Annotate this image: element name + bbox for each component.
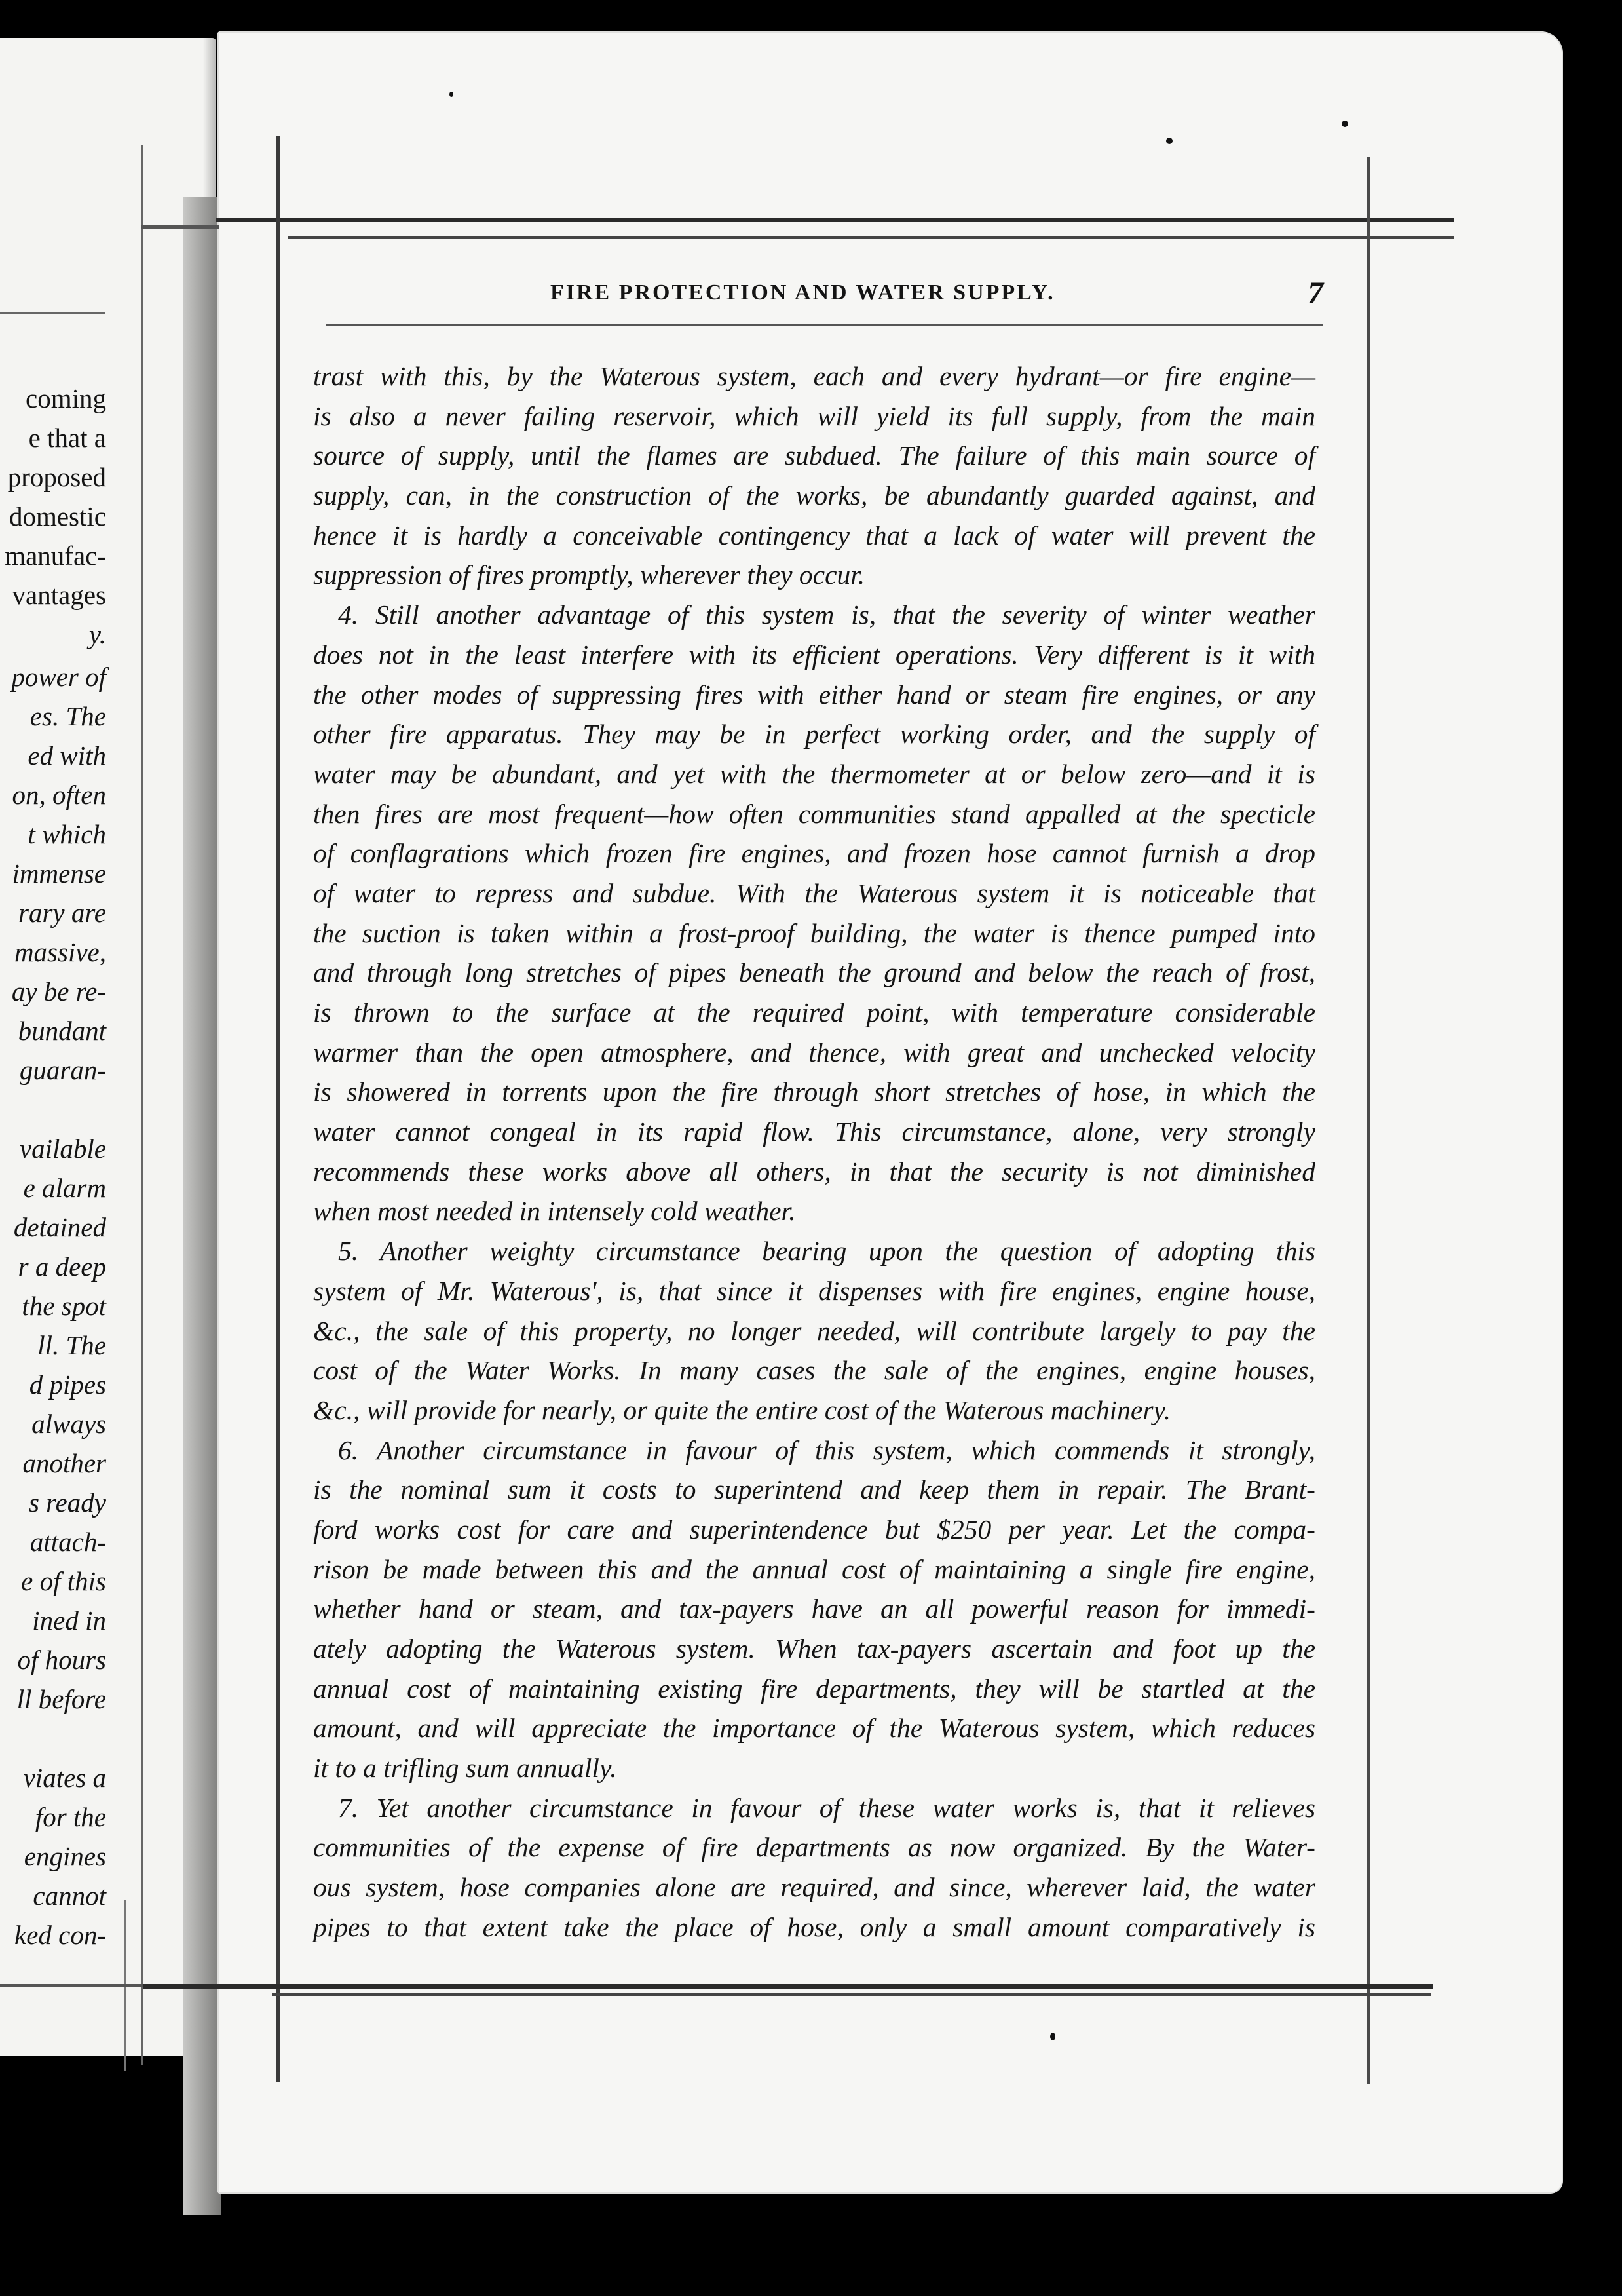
body-text: [313, 356, 1315, 1947]
left-fragment: for the: [35, 1802, 106, 1832]
header-rule: [326, 324, 1323, 326]
text-line: water may be abundant, and yet with the thermometer at or below zero—and it is: [313, 758, 1315, 789]
text-line: is also a never failing reservoir, which will yield its full supply, from the main: [313, 400, 1315, 431]
left-fragment: guaran-: [19, 1055, 106, 1085]
left-fragment: engines: [24, 1841, 106, 1871]
text-line: ford works cost for care and superintendence but $250 per year. Let the compa-: [313, 1514, 1315, 1544]
left-fragment: another: [22, 1448, 106, 1478]
left-fragment: cannot: [33, 1881, 106, 1911]
left-fragment: power of: [11, 662, 106, 692]
text-line: other fire apparatus. They may be in perfect working order, and the supply of: [313, 719, 1315, 750]
ink-speck: [1166, 138, 1173, 144]
bottom-border-rule-thin: [272, 1993, 1431, 1996]
left-fragment: rary are: [18, 898, 106, 928]
left-fragment: always: [31, 1409, 106, 1439]
left-fragment: r a deep: [18, 1252, 106, 1282]
ink-speck: [1342, 121, 1348, 127]
left-fragment: ked con-: [14, 1920, 106, 1950]
text-line: recommends these works above all others, in that the security is not diminished: [313, 1156, 1315, 1187]
paragraph-5-start: 5. Another weighty circumstance bearing upon the question of adopting this: [338, 1236, 1315, 1267]
text-line: &c., will provide for nearly, or quite the entire cost of the Waterous machinery.: [313, 1394, 1171, 1425]
text-line: cost of the Water Works. In many cases the sale of the engines, engine houses,: [313, 1355, 1315, 1386]
left-fragment: immense: [12, 858, 106, 889]
left-fragment: detained: [13, 1212, 106, 1242]
left-fragment: of hours: [17, 1645, 106, 1675]
page-number: 7: [1308, 276, 1323, 311]
text-line: ately adopting the Waterous system. When tax-payers ascertain and foot up the: [313, 1634, 1315, 1664]
left-fragment: e that a: [28, 423, 106, 453]
right-border-rule: [1367, 157, 1370, 2084]
left-fragment: ll before: [16, 1684, 106, 1714]
left-fragment: bundant: [18, 1016, 106, 1046]
left-fragment: domestic: [9, 501, 106, 531]
text-line: it to a trifling sum annually.: [313, 1753, 617, 1784]
left-page-header-rule: [0, 312, 105, 314]
left-fragment: massive,: [14, 937, 106, 967]
left-fragment: s ready: [28, 1487, 106, 1518]
left-page-border-right: [141, 145, 143, 2065]
text-line: is the nominal sum it costs to superintend and keep them in repair. The Brant-: [313, 1474, 1315, 1505]
text-line: annual cost of maintaining existing fire departments, they will be startled at the: [313, 1673, 1315, 1704]
text-line: trast with this, by the Waterous system, each and every hydrant—or fire engine—: [313, 361, 1315, 391]
text-line: of water to repress and subdue. With the Waterous system it is noticeable that: [313, 877, 1315, 908]
left-fragment: t which: [28, 819, 106, 849]
left-fragment: ined in: [32, 1605, 106, 1636]
paragraph-6-start: 6. Another circumstance in favour of this system, which commends it strongly,: [338, 1434, 1315, 1465]
text-line: system of Mr. Waterous', is, that since it dispenses with fire engines, engine house,: [313, 1275, 1315, 1306]
text-line: then fires are most frequent—how often communities stand appalled at the specticle: [313, 798, 1315, 829]
left-fragment: vantages: [12, 580, 106, 610]
text-line: warmer than the open atmosphere, and thence, with great and unchecked velocity: [313, 1037, 1315, 1067]
book-gutter: [183, 197, 221, 2215]
text-line: when most needed in intensely cold weather.: [313, 1196, 796, 1227]
paragraph-4-start: 4. Still another advantage of this system is, that the severity of winter weather: [338, 600, 1315, 630]
text-line: does not in the least interfere with its efficient operations. Very different is it with: [313, 639, 1315, 670]
left-fragment: y.: [88, 619, 106, 649]
left-page-top-rule: [141, 225, 219, 229]
left-fragment: manufac-: [5, 541, 106, 571]
text-line: &c., the sale of this property, no longer needed, will contribute largely to pay the: [313, 1315, 1315, 1346]
left-fragment: e of this: [21, 1566, 106, 1596]
paragraph-7-start: 7. Yet another circumstance in favour of these water works is, that it relieves: [338, 1792, 1315, 1823]
left-fragment: attach-: [29, 1527, 106, 1557]
text-line: is thrown to the surface at the required point, with temperature considerable: [313, 997, 1315, 1027]
text-line: pipes to that extent take the place of hose, only a small amount comparatively is: [313, 1911, 1315, 1942]
top-border-rule: [216, 218, 1454, 222]
text-line: ous system, hose companies alone are required, and since, wherever laid, the water: [313, 1872, 1315, 1903]
text-line: rison be made between this and the annual cost of maintaining a single fire engine,: [313, 1554, 1315, 1584]
left-fragment: viates a: [23, 1763, 106, 1793]
left-fragment: ay be re-: [11, 976, 106, 1006]
left-fragment: e alarm: [23, 1173, 106, 1203]
left-fragment: ll. The: [37, 1330, 106, 1360]
text-line: amount, and will appreciate the importance of the Waterous system, which reduces: [313, 1713, 1315, 1744]
top-border-rule-thin: [288, 236, 1454, 239]
left-fragment: coming: [26, 383, 106, 413]
text-line: water cannot congeal in its rapid flow. This circumstance, alone, very strongly: [313, 1117, 1315, 1147]
text-line: of conflagrations which frozen fire engines, and frozen hose cannot furnish a drop: [313, 838, 1315, 869]
text-line: the suction is taken within a frost-proof building, the water is thence pumped into: [313, 917, 1315, 948]
text-line: is showered in torrents upon the fire through short stretches of hose, in which the: [313, 1077, 1315, 1107]
left-fragment: d pipes: [29, 1369, 106, 1400]
text-line: hence it is hardly a conceivable contingency that a lack of water will prevent the: [313, 520, 1315, 550]
ink-speck: [1050, 2033, 1055, 2040]
text-line: supply, can, in the construction of the works, be abundantly guarded against, and: [313, 480, 1315, 511]
left-fragment: proposed: [7, 462, 106, 492]
text-line: the other modes of suppressing fires with either hand or steam fire engines, or any: [313, 679, 1315, 710]
text-line: and through long stretches of pipes beneath the ground and below the reach of frost,: [313, 957, 1315, 988]
left-fragment: the spot: [22, 1291, 106, 1321]
left-fragment: vailable: [19, 1134, 106, 1164]
running-head: FIRE PROTECTION AND WATER SUPPLY.: [550, 280, 1055, 305]
left-fragment: ed with: [28, 740, 106, 771]
text-line: suppression of fires promptly, wherever they occur.: [313, 560, 865, 590]
left-fragment: es. The: [29, 701, 106, 731]
text-line: whether hand or steam, and tax-payers have an all powerful reason for immedi-: [313, 1594, 1315, 1624]
bottom-border-rule: [143, 1984, 1433, 1989]
text-line: communities of the expense of fire departments as now organized. By the Water-: [313, 1832, 1315, 1863]
left-border-rule: [276, 136, 280, 2082]
ink-speck: [449, 92, 453, 97]
left-fragment: on, often: [12, 780, 106, 810]
text-line: source of supply, until the flames are subdued. The failure of this main source of: [313, 440, 1315, 471]
